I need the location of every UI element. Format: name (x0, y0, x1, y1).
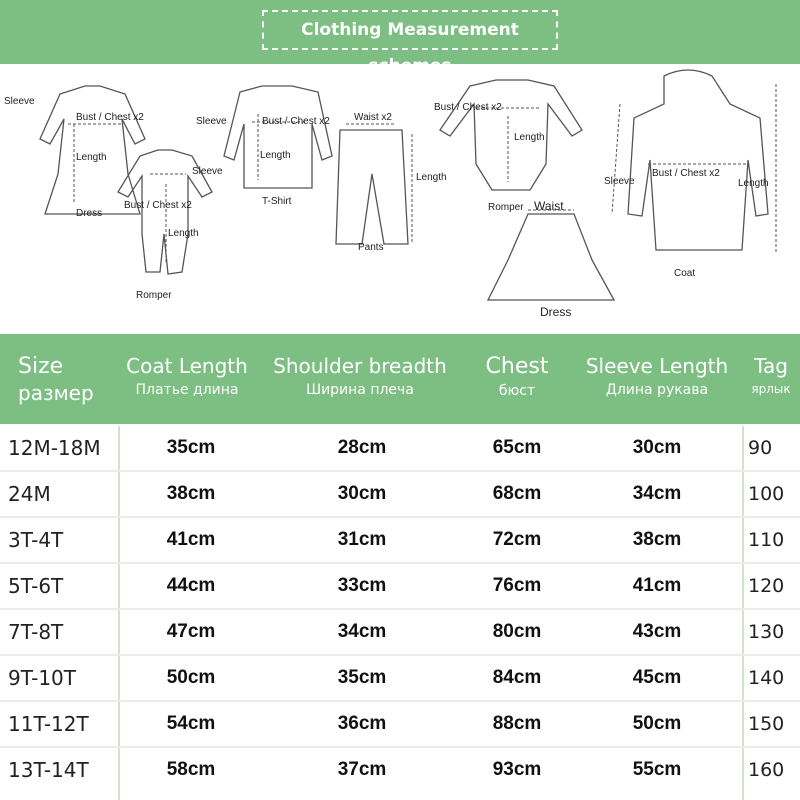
header-size-en: Size (18, 354, 64, 379)
tshirt-name-label: T-Shirt (262, 196, 292, 207)
size-table-header (0, 334, 800, 424)
header-shoulder-breadth (258, 334, 462, 424)
size-cell: 24M (8, 482, 51, 506)
tag-cell: 140 (748, 667, 785, 689)
skirt-waist-label: Waist (534, 199, 564, 213)
coat-length-label: Length (738, 178, 769, 189)
dress-length-label: Length (76, 152, 107, 163)
tshirt-sleeve-label: Sleeve (196, 116, 227, 127)
bodysuit-length-label: Length (514, 132, 545, 143)
table-row (0, 702, 800, 748)
tshirt-length-label: Length (260, 150, 291, 161)
coat-bust-label: Bust / Chest x2 (652, 168, 720, 179)
header-shoulder-breadth-en: Shoulder breadth (273, 354, 447, 378)
bodysuit-bust-label: Bust / Chest x2 (434, 102, 502, 113)
sleeve-length-cell: 38cm (632, 529, 682, 550)
header-size-ru: размер (18, 381, 94, 405)
table-row (0, 564, 800, 610)
table-row (0, 518, 800, 564)
header-tag-en: Tag (754, 354, 788, 378)
tshirt-bust-label: Bust / Chest x2 (262, 116, 330, 127)
shoulder-breadth-cell: 37cm (337, 759, 387, 780)
pants-name-label: Pants (358, 242, 384, 253)
shoulder-breadth-cell: 35cm (337, 667, 387, 688)
garment-sketches (0, 64, 800, 330)
banner-title: Clothing Measurement schemes (262, 10, 558, 50)
shoulder-breadth-cell: 36cm (337, 713, 387, 734)
size-cell: 9T-10T (8, 666, 76, 690)
measurement-illustrations (0, 64, 800, 330)
coat-length-cell: 44cm (166, 575, 216, 596)
chest-cell: 72cm (492, 529, 542, 550)
coat-name-label: Coat (674, 268, 696, 279)
romper-name-label: Romper (136, 290, 172, 301)
chest-cell: 80cm (492, 621, 542, 642)
romper-bust-label: Bust / Chest x2 (124, 200, 192, 211)
coat-length-cell: 41cm (166, 529, 216, 550)
coat-sketch (628, 70, 768, 250)
pants-sketch (336, 130, 408, 244)
dress-sleeve-label: Sleeve (4, 96, 35, 107)
table-row (0, 656, 800, 702)
table-row (0, 610, 800, 656)
table-row (0, 748, 800, 794)
size-cell: 3T-4T (8, 528, 64, 552)
header-tag-ru: ярлык (751, 382, 791, 396)
skirt-name-label: Dress (540, 305, 572, 319)
tag-cell: 160 (748, 759, 785, 781)
shoulder-breadth-cell: 34cm (337, 621, 387, 642)
tag-cell: 90 (748, 437, 773, 459)
size-cell: 11T-12T (8, 712, 89, 736)
header-tag (742, 334, 800, 424)
chest-cell: 68cm (492, 483, 542, 504)
chest-cell: 65cm (492, 437, 542, 458)
header-coat-length (116, 334, 258, 424)
sleeve-length-cell: 50cm (632, 713, 682, 734)
header-shoulder-breadth-ru: Ширина плеча (306, 382, 414, 398)
table-row (0, 472, 800, 518)
table-row (0, 426, 800, 472)
header-chest-ru: бюст (498, 383, 536, 399)
coat-sleeve-label: Sleeve (604, 176, 635, 187)
coat-length-cell: 54cm (166, 713, 216, 734)
sleeve-length-cell: 30cm (632, 437, 682, 458)
dress-name-label: Dress (76, 208, 103, 219)
sleeve-length-cell: 45cm (632, 667, 682, 688)
romper-length-label: Length (168, 228, 199, 239)
coat-length-cell: 38cm (166, 483, 216, 504)
tag-cell: 100 (748, 483, 785, 505)
chest-cell: 84cm (492, 667, 542, 688)
size-cell: 5T-6T (8, 574, 64, 598)
header-chest-en: Chest (485, 354, 549, 379)
title-banner (0, 0, 800, 76)
tshirt-sketch (224, 86, 332, 188)
shoulder-breadth-cell: 31cm (337, 529, 387, 550)
shoulder-breadth-cell: 33cm (337, 575, 387, 596)
chest-cell: 88cm (492, 713, 542, 734)
romper-sleeve-label: Sleeve (192, 166, 223, 177)
coat-length-cell: 50cm (166, 667, 216, 688)
shoulder-breadth-cell: 30cm (337, 483, 387, 504)
tag-cell: 130 (748, 621, 785, 643)
coat-length-cell: 58cm (166, 759, 216, 780)
size-cell: 12M-18M (8, 436, 101, 460)
sleeve-length-cell: 55cm (632, 759, 682, 780)
chest-cell: 76cm (492, 575, 542, 596)
header-sleeve-length-en: Sleeve Length (585, 354, 729, 378)
header-coat-length-ru: Платье длина (135, 382, 239, 398)
pants-length-label: Length (416, 172, 447, 183)
tag-cell: 110 (748, 529, 785, 551)
sleeve-length-cell: 41cm (632, 575, 682, 596)
coat-length-cell: 35cm (166, 437, 216, 458)
chest-cell: 93cm (492, 759, 542, 780)
header-coat-length-en: Coat Length (126, 354, 248, 378)
size-cell: 7T-8T (8, 620, 64, 644)
skirt-sketch (488, 214, 614, 300)
tag-cell: 120 (748, 575, 785, 597)
size-cell: 13T-14T (8, 758, 89, 782)
bodysuit-name-label: Romper (488, 202, 524, 213)
header-chest (462, 334, 572, 424)
header-sleeve-length-ru: Длина рукава (605, 382, 709, 398)
sleeve-length-cell: 43cm (632, 621, 682, 642)
header-size (0, 334, 118, 424)
shoulder-breadth-cell: 28cm (337, 437, 387, 458)
header-sleeve-length (572, 334, 742, 424)
pants-waist-label: Waist x2 (354, 112, 392, 123)
coat-length-cell: 47cm (166, 621, 216, 642)
dress-bust-label: Bust / Chest x2 (76, 112, 144, 123)
tag-cell: 150 (748, 713, 785, 735)
sleeve-length-cell: 34cm (632, 483, 682, 504)
bodysuit-sketch (440, 80, 582, 190)
